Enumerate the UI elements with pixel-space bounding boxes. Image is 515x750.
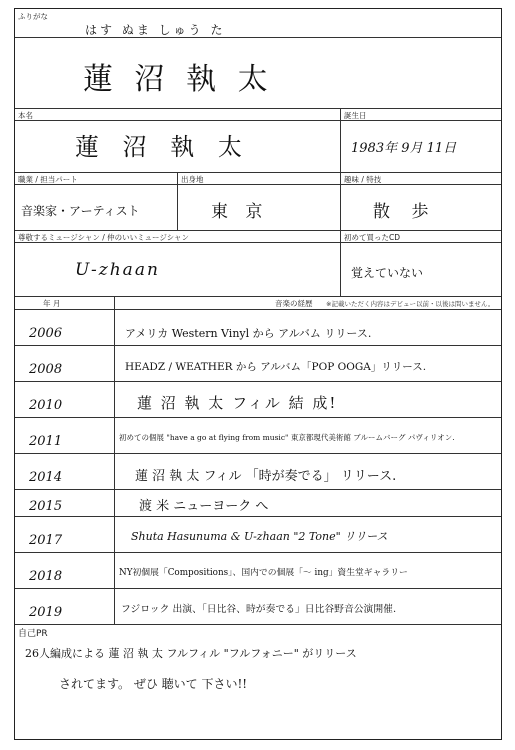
history-year: 2018 xyxy=(29,569,63,584)
birthplace-label: 出身地 xyxy=(181,175,204,184)
history-entry: 蓮 沼 執 太 フィル 結 成! xyxy=(137,394,338,412)
history-entry: Shuta Hasunuma & U-zhaan "2 Tone" リリース xyxy=(131,530,388,543)
history-year: 2011 xyxy=(29,434,63,449)
occupation-value: 音楽家・アーティスト xyxy=(21,204,140,218)
history-entry: アメリカ Western Vinyl から アルバム リリース. xyxy=(125,327,372,340)
real-name-value: 蓮 沼 執 太 xyxy=(75,133,250,161)
real-name-label: 本名 xyxy=(18,111,33,120)
birthday-value: 1983年 9月 11日 xyxy=(351,141,457,156)
history-year: 2008 xyxy=(29,362,63,377)
name-value: 蓮 沼 執 太 xyxy=(83,62,274,97)
history-year: 2015 xyxy=(29,499,63,514)
birthday-label: 誕生日 xyxy=(344,111,367,120)
history-year: 2019 xyxy=(29,605,63,620)
history-entry: 蓮 沼 執 太 フィル 「時が奏でる」 リリース. xyxy=(135,469,397,484)
profile-sheet xyxy=(14,8,502,740)
first-cd-label: 初めて買ったCD xyxy=(344,233,401,242)
career-label: 音楽の経歴 xyxy=(275,299,313,308)
history-entry: フジロック 出演、「日比谷、時が奏でる」日比谷野音公演開催. xyxy=(121,604,397,615)
hobby-value: 散 歩 xyxy=(373,202,437,222)
history-year: 2006 xyxy=(29,326,63,341)
birthplace-value: 東 京 xyxy=(211,202,269,222)
year-month-label: 年 月 xyxy=(43,299,61,308)
history-year: 2017 xyxy=(29,533,63,548)
history-entry: NY初個展「Compositions」、国内での個展「～ ing」資生堂ギャラリー xyxy=(119,568,408,578)
career-note: ※記載いただく内容はデビュー以前・以後は問いません。 xyxy=(326,300,495,308)
hobby-label: 趣味 / 特技 xyxy=(344,175,382,184)
furigana-label: ふりがな xyxy=(18,12,48,21)
history-year: 2010 xyxy=(29,398,63,413)
history-entry: HEADZ / WEATHER から アルバム「POP OOGA」リリース. xyxy=(125,361,427,373)
history-entry: 初めての個展 "have a go at flying from music" 東京都現代美術館 ブルームバーグ パヴィリオン. xyxy=(119,433,455,442)
self-pr-line-1: 26人編成による 蓮 沼 執 太 フルフィル "フルフォニー" がリリース xyxy=(25,647,357,660)
first-cd-value: 覚えていない xyxy=(351,266,424,280)
occupation-label: 職業 / 担当パート xyxy=(18,175,78,184)
self-pr-label: 自己PR xyxy=(18,629,48,639)
history-year: 2014 xyxy=(29,470,63,485)
furigana-value: はす ぬま しゅう た xyxy=(85,23,226,37)
self-pr-line-2: されてます。 ぜひ 聴いて 下さい!! xyxy=(59,677,248,691)
respected-value: U-zhaan xyxy=(75,260,160,280)
respected-label: 尊敬するミュージシャン / 仲のいいミュージシャン xyxy=(18,233,190,242)
history-entry: 渡 米 ニューヨーク へ xyxy=(139,499,269,514)
